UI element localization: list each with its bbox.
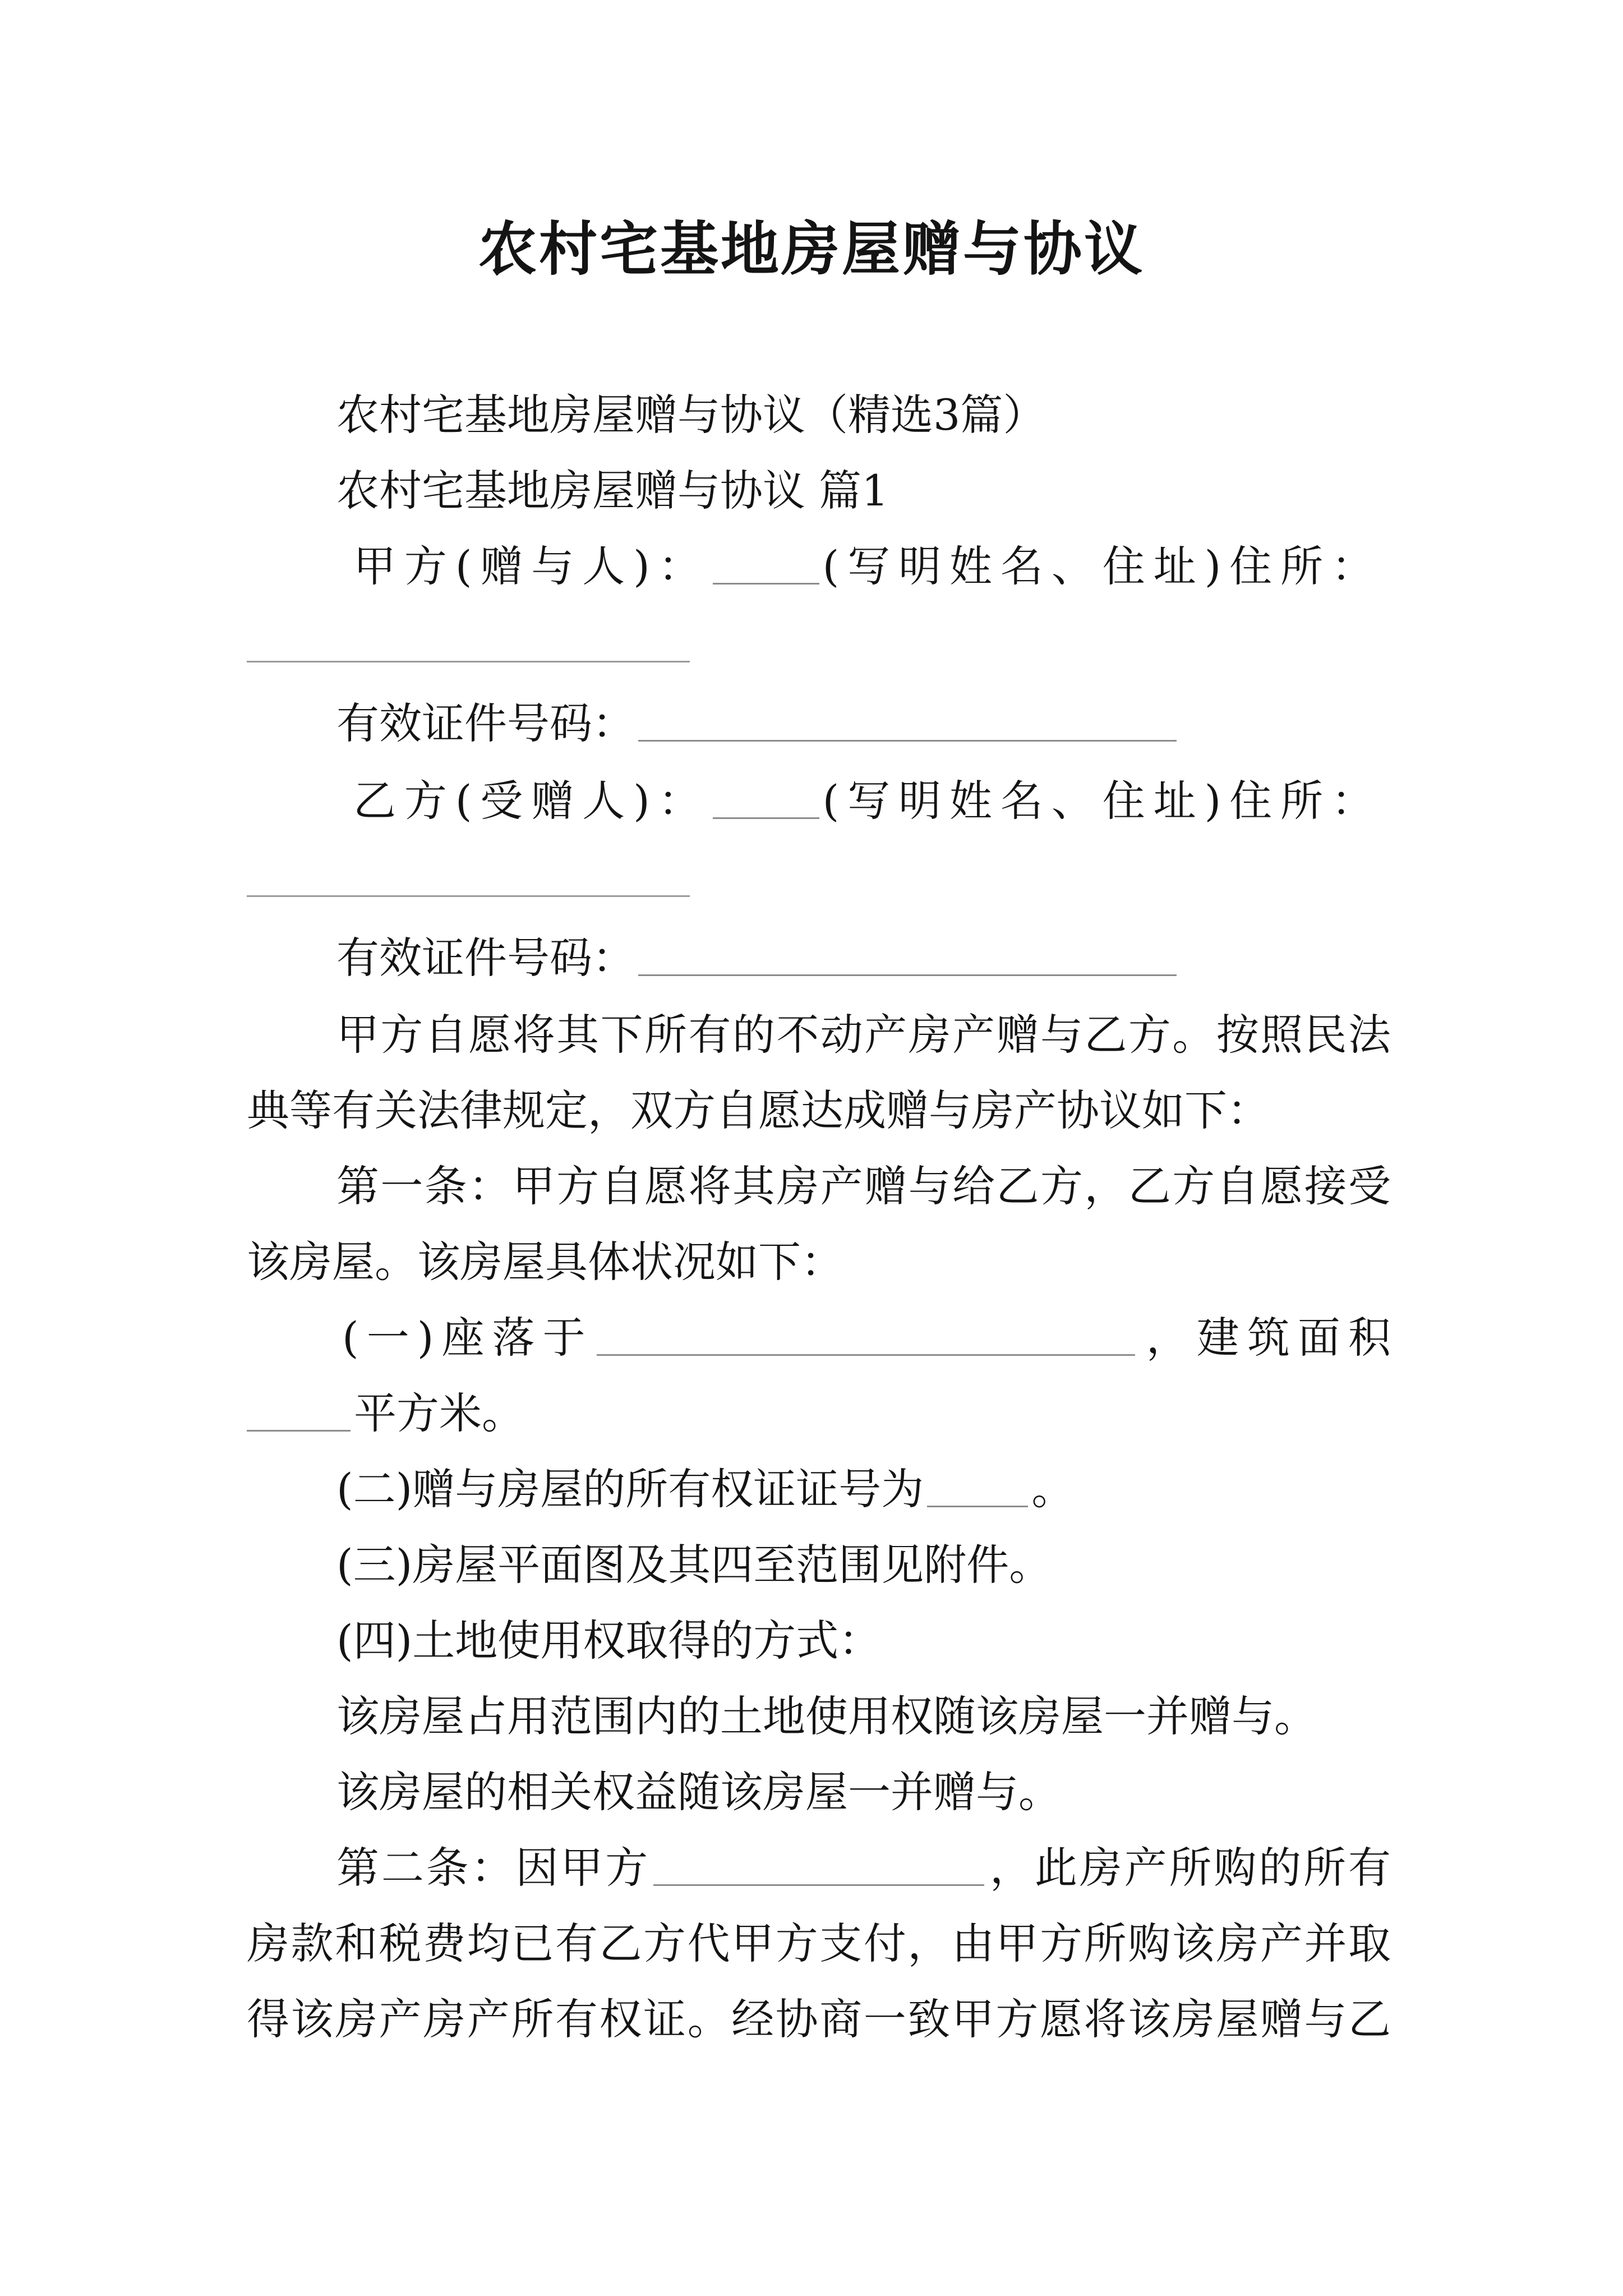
party-b-note: (写明姓名、住址)住所： xyxy=(822,776,1374,826)
document-title: 农村宅基地房屋赠与协议 xyxy=(478,214,1145,283)
article2-prefix: 第二条：因甲方 xyxy=(336,1843,651,1893)
intro-line-2: 典等有关法律规定，双方自愿达成赠与房产协议如下： xyxy=(247,1085,1270,1135)
party-a-label: 甲方(赠与人)： xyxy=(353,541,709,591)
item1-location-blank xyxy=(597,1320,1135,1356)
party-b-name-blank xyxy=(713,784,819,819)
party-b-line xyxy=(353,773,1374,829)
item1-mid: ，建筑面积 xyxy=(1138,1313,1391,1363)
item4-line: (四)土地使用权取得的方式： xyxy=(336,1616,882,1665)
article1-line-2: 该房屋。该房屋具体状况如下： xyxy=(247,1237,843,1287)
party-a-id-line xyxy=(336,696,1180,752)
party-a-id-label: 有效证件号码： xyxy=(336,698,635,748)
party-b-label: 乙方(受赠人)： xyxy=(353,776,709,826)
item1-suffix: 平方米。 xyxy=(354,1388,524,1438)
party-a-note: (写明姓名、住址)住所： xyxy=(822,541,1374,591)
land-use-line: 该房屋占用范围内的土地使用权随该房屋一并赠与。 xyxy=(336,1691,1317,1741)
item2-line xyxy=(336,1461,1074,1517)
party-a-address-blank xyxy=(247,661,690,662)
subtitle: 农村宅基地房屋赠与协议（精选3篇） xyxy=(336,390,1046,440)
party-b-address-blank xyxy=(247,895,690,897)
article2-line-2: 房款和税费均已有乙方代甲方支付，由甲方所购该房产并取 xyxy=(247,1918,1391,1968)
item1-prefix: (一)座落于 xyxy=(342,1313,593,1363)
intro-line-1: 甲方自愿将其下所有的不动产房产赠与乙方。按照民法 xyxy=(336,1010,1391,1060)
item1-line xyxy=(342,1310,1391,1366)
party-a-name-blank xyxy=(713,549,819,585)
item2-suffix: 。 xyxy=(1031,1464,1075,1514)
section-heading: 农村宅基地房屋赠与协议 篇1 xyxy=(336,466,889,516)
item1-area-line xyxy=(247,1386,524,1442)
party-b-id-line xyxy=(336,930,1180,986)
article2-line-3: 得该房产房产所有权证。经协商一致甲方愿将该房屋赠与乙 xyxy=(247,1994,1391,2044)
party-b-id-label: 有效证件号码： xyxy=(336,933,635,983)
party-a-id-blank xyxy=(638,706,1177,742)
item2-cert-blank xyxy=(927,1472,1028,1507)
article2-reason-blank xyxy=(653,1851,984,1886)
party-b-id-blank xyxy=(638,941,1177,976)
article2-line-1 xyxy=(336,1840,1391,1896)
article1-line-1: 第一条：甲方自愿将其房产赠与给乙方，乙方自愿接受 xyxy=(336,1161,1391,1211)
article2-suffix: ，此房产所购的所有 xyxy=(988,1843,1391,1893)
item3-line: (三)房屋平面图及其四至范围见附件。 xyxy=(336,1540,1052,1590)
party-a-line xyxy=(353,539,1374,595)
item2-prefix: (二)赠与房屋的所有权证证号为 xyxy=(336,1464,924,1514)
item1-area-blank xyxy=(247,1396,351,1432)
rights-line: 该房屋的相关权益随该房屋一并赠与。 xyxy=(336,1767,1061,1817)
